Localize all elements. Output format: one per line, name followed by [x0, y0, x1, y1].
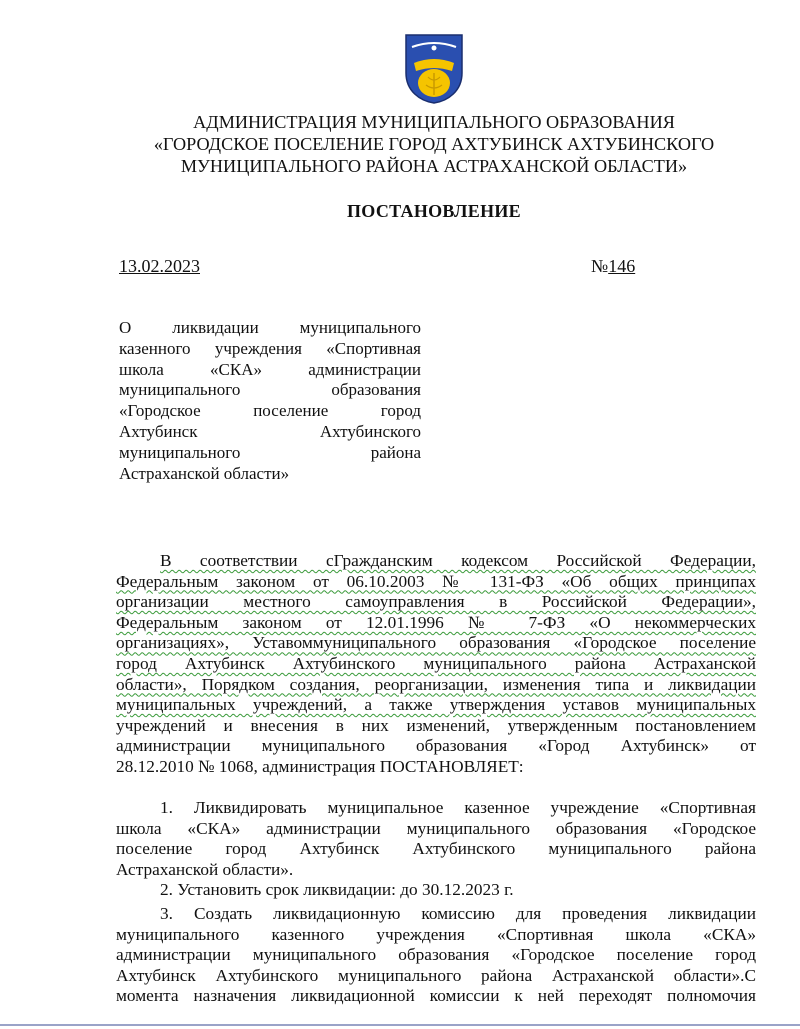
number-value: 146: [608, 256, 636, 276]
document-title: ПОСТАНОВЛЕНИЕ: [347, 201, 521, 221]
preamble-line: В соответствии сГражданским кодексом Российской Федерации,: [160, 551, 756, 570]
document-date: 13.02.2023: [119, 256, 200, 276]
item-3-line: 3. Создать ликвидационную комиссию для проведения ликвидации: [160, 904, 756, 923]
coat-of-arms-icon: [404, 33, 464, 105]
preamble-paragraph: [116, 551, 756, 778]
item-3-line: администрации муниципального образования «Городское поселение город: [116, 945, 756, 965]
document-number: [591, 256, 635, 277]
subject-line: муниципального района: [119, 442, 421, 462]
header-line-2: «ГОРОДСКОЕ ПОСЕЛЕНИЕ ГОРОД АХТУБИНСК АХТУБИНСКОГО: [153, 134, 715, 154]
item-1-line: поселение город Ахтубинск Ахтубинского муниципального района: [116, 839, 756, 859]
item-2-paragraph: [116, 880, 756, 901]
preamble-line: организации местного самоуправления в Российской Федерации»,: [116, 592, 756, 612]
subject-line: школа «СКА» администрации: [119, 359, 421, 379]
item-2-line: 2. Установить срок ликвидации: до 30.12.2023 г.: [160, 880, 514, 899]
preamble-line: муниципальных учреждений, а также утверждения уставов муниципальных: [116, 695, 756, 715]
item-1-paragraph: [116, 798, 756, 880]
preamble-line: город Ахтубинск Ахтубинского муниципального района Астраханской: [116, 653, 756, 673]
preamble-line: организациях», Уставоммуниципального образования «Городское поселение: [116, 633, 756, 653]
item-1-line: Астраханской области».: [116, 859, 294, 879]
number-prefix: №: [591, 256, 609, 276]
preamble-line: администрации муниципального образования «Город Ахтубинск» от: [116, 736, 756, 756]
header-line-1: АДМИНИСТРАЦИЯ МУНИЦИПАЛЬНОГО ОБРАЗОВАНИЯ: [193, 112, 675, 132]
document-subject: [119, 318, 421, 484]
subject-line: Ахтубинск Ахтубинского: [119, 421, 421, 441]
subject-line: муниципального образования: [119, 380, 421, 400]
subject-line: «Городское поселение город: [119, 401, 421, 421]
preamble-line: 28.12.2010 № 1068, администрация ПОСТАНОВЛЯЕТ:: [116, 756, 524, 776]
subject-line: казенного учреждения «Спортивная: [119, 338, 421, 358]
preamble-line: учреждений и внесения в них изменений, утвержденным постановлением: [116, 715, 756, 735]
subject-line: Астраханской области»: [119, 463, 290, 483]
item-1-line: школа «СКА» администрации муниципального образования «Городское: [116, 818, 756, 838]
page-bottom-border: [0, 1024, 800, 1026]
header-line-3: МУНИЦИПАЛЬНОГО РАЙОНА АСТРАХАНСКОЙ ОБЛАСТИ»: [180, 156, 688, 176]
item-1-line: 1. Ликвидировать муниципальное казенное учреждение «Спортивная: [160, 798, 756, 817]
item-3-line: момента назначения ликвидационной комиссии к ней переходят полномочия: [116, 986, 756, 1006]
item-3-paragraph: [116, 904, 756, 1007]
preamble-line: области», Порядком создания, реорганизации, изменения типа и ликвидации: [116, 674, 756, 694]
preamble-line: Федеральным законом от 06.10.2003 № 131-ФЗ «Об общих принципах: [116, 571, 756, 591]
subject-line: О ликвидации муниципального: [119, 318, 421, 337]
preamble-line: Федеральным законом от 12.01.1996 № 7-ФЗ «О некоммерческих: [116, 612, 756, 632]
item-3-line: муниципального казенного учреждения «Спортивная школа «СКА»: [116, 924, 756, 944]
item-3-line: Ахтубинск Ахтубинского муниципального района Астраханской области».С: [116, 965, 756, 985]
